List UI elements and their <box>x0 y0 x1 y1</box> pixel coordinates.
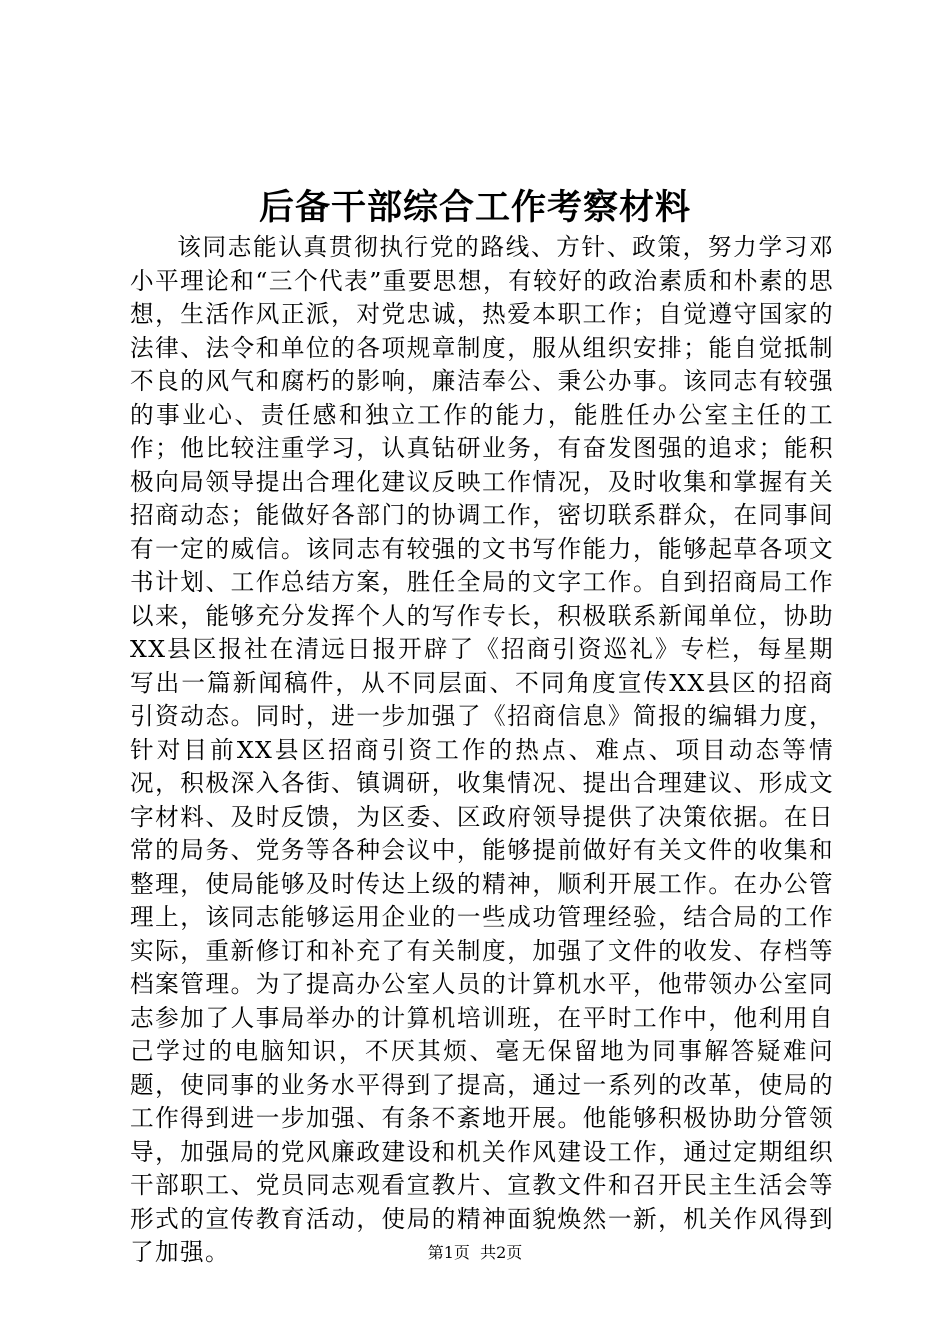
document-title: 后备干部综合工作考察材料 <box>258 188 691 228</box>
page-number-footer: 第1页 共2页 <box>427 1243 523 1262</box>
document-body-paragraph: 该同志能认真贯彻执行党的路线、方针、政策，努力学习邓小平理论和“三个代表”重要思想，有较好的政治素质和朴素的思想，生活作风正派，对党忠诚，热爱本职工作；自觉遵守国家的法律、法令和单位的各项规章制度，服从组织安排；能自觉抵制不良的风气和腐朽的影响，廉洁奉公、秉公办事。该同志有较强的事业心、责任感和独立工作的能力，能胜任办公室主任的工作；他比较注重学习，认真钻研业务，有奋发图强的追求；能积极向局领导提出合理化建议反映工作情况，及时收集和掌握有关招商动态；能做好各部门的协调工作，密切联系群众，在同事间有一定的威信。该同志有较强的文书写作能力，能够起草各项文书计划、工作总结方案，胜任全局的文字工作。自到招商局工作以来，能够充分发挥个人的写作专长，积极联系新闻单位，协助XX县区报社在清远日报开辟了《招商引资巡礼》专栏，每星期写出一篇新闻稿件，从不同层面、不同角度宣传XX县区的招商引资动态。同时，进一步加强了《招商信息》简报的编辑力度，针对目前XX县区招商引资工作的热点、难点、项目动态等情况，积极深入各街、镇调研，收集情况、提出合理建议、形成文字材料、及时反馈，为区委、区政府领导提供了决策依据。在日常的局务、党务等各种会议中，能够提前做好有关文件的收集和整理，使局能够及时传达上级的精神，顺利开展工作。在办公管理上，该同志能够运用企业的一些成功管理经验，结合局的工作实际，重新修订和补充了有关制度，加强了文件的收发、存档等档案管理。为了提高办公室人员的计算机水平，他带领办公室同志参加了人事局举办的计算机培训班，在平时工作中，他利用自己学过的电脑知识，不厌其烦、毫无保留地为同事解答疑难问题，使同事的业务水平得到了提高，通过一系列的改革，使局的工作得到进一步加强、有条不紊地开展。他能够积极协助分管领导，加强局的党风廉政建设和机关作风建设工作，通过定期组织干部职工、党员同志观看宣教片、宣教文件和召开民主生活会等形式的宣传教育活动，使局的精神面貌焕然一新，机关作风得到了加强。 <box>130 233 834 1266</box>
